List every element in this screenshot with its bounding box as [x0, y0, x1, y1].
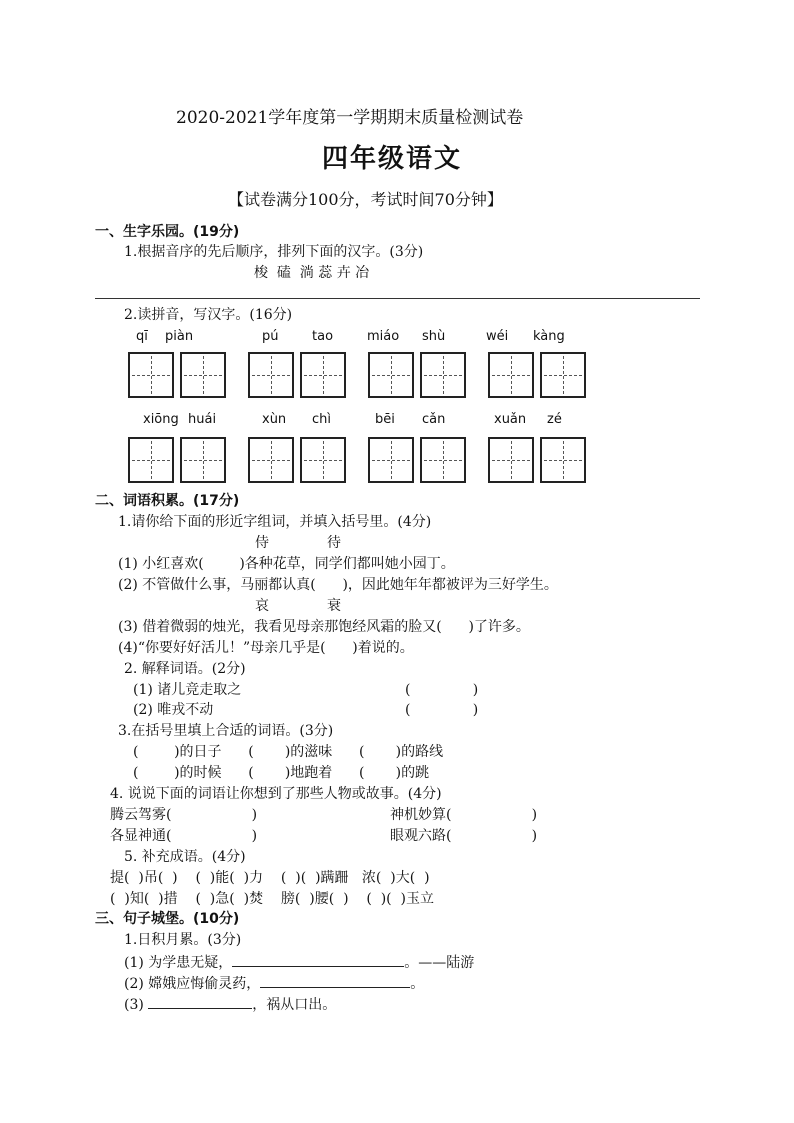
s2-q3-row-2: ( )的时候 ( )地跑着 ( )的跳: [133, 765, 430, 781]
similar-char: 哀: [255, 598, 269, 614]
s3-line-1: [124, 954, 474, 970]
s2-q2-item-1: (1) 诸儿竞走取之: [133, 682, 242, 698]
tianzige-box[interactable]: [488, 352, 534, 398]
pinyin: shù: [422, 329, 446, 344]
pinyin: pú: [262, 329, 279, 344]
s2-q1-line-3: (3) 借着微弱的烛光，我看见母亲那饱经风霜的脸又( )了许多。: [118, 619, 530, 635]
s2-q5-text: 5. 补充成语。(4分): [124, 849, 246, 865]
pinyin: kàng: [533, 329, 565, 344]
pinyin: xuǎn: [494, 412, 527, 427]
tianzige-box[interactable]: [368, 437, 414, 483]
s3-line-3-prefix: (3): [124, 997, 149, 1013]
pinyin: qī: [136, 329, 148, 344]
section-3-heading: 三、句子城堡。(10分): [95, 911, 240, 927]
s2-q4-item: 神机妙算( ): [390, 807, 538, 823]
tianzige-box[interactable]: [488, 437, 534, 483]
fill-blank[interactable]: [232, 954, 404, 967]
tianzige-box[interactable]: [300, 352, 346, 398]
tianzige-box[interactable]: [248, 352, 294, 398]
tianzige-box[interactable]: [180, 437, 226, 483]
s2-q2-answer-1[interactable]: ( ): [405, 682, 479, 698]
similar-char: 待: [327, 535, 341, 551]
s2-q2-answer-2[interactable]: ( ): [405, 702, 479, 718]
pinyin: piàn: [165, 329, 194, 344]
tianzige-box[interactable]: [128, 437, 174, 483]
pinyin: cǎn: [422, 412, 446, 427]
s2-q5-row-1: 提( )吊( ) ( )能( )力 ( )( )蹒跚 浓( )大( ): [110, 870, 430, 886]
s3-line-3-suffix: ，祸从口出。: [252, 997, 337, 1013]
exam-note: 【试卷满分100分，考试时间70分钟】: [228, 190, 503, 209]
s2-q4-item: 眼观六路( ): [390, 828, 538, 844]
tianzige-box[interactable]: [300, 437, 346, 483]
tianzige-box[interactable]: [420, 352, 466, 398]
tianzige-box[interactable]: [128, 352, 174, 398]
fill-blank[interactable]: [148, 996, 252, 1009]
subject-title: 四年级语文: [322, 144, 463, 174]
pinyin: miáo: [367, 329, 400, 344]
s2-q1-line-1: (1) 小红喜欢( )各种花草，同学们都叫她小园丁。: [118, 556, 455, 572]
tianzige-box[interactable]: [420, 437, 466, 483]
s3-line-2-suffix: 。: [410, 976, 425, 992]
s1-q1-chars: 梭 磕 淌 蕊 卉 冶: [254, 265, 370, 281]
fill-blank[interactable]: [260, 975, 410, 988]
s1-q2-text: 2.读拼音，写汉字。(16分): [124, 307, 293, 323]
s2-q4-item: 腾云驾雾( ): [110, 807, 258, 823]
section-1-heading: 一、生字乐园。(19分): [95, 224, 240, 240]
s2-q3-text: 3.在括号里填上合适的词语。(3分): [118, 723, 334, 739]
pinyin: xiōng: [143, 412, 179, 427]
pinyin: tao: [312, 329, 334, 344]
s2-q1-text: 1.请你给下面的形近字组词，并填入括号里。(4分): [118, 514, 432, 530]
s3-q1-text: 1.日积月累。(3分): [124, 932, 242, 948]
s2-q4-item: 各显神通( ): [110, 828, 258, 844]
pinyin: xùn: [262, 412, 287, 427]
s2-q2-text: 2. 解释词语。(2分): [124, 661, 246, 677]
tianzige-box[interactable]: [248, 437, 294, 483]
similar-char: 侍: [255, 535, 269, 551]
exam-title: 2020-2021学年度第一学期期末质量检测试卷: [176, 108, 524, 128]
pinyin: wéi: [486, 329, 509, 344]
answer-line[interactable]: [95, 298, 700, 299]
tianzige-box[interactable]: [540, 437, 586, 483]
similar-char: 衰: [327, 598, 341, 614]
tianzige-box[interactable]: [540, 352, 586, 398]
tianzige-box[interactable]: [368, 352, 414, 398]
s3-line-2-prefix: (2) 嫦娥应悔偷灵药，: [124, 976, 261, 992]
s3-line-1-prefix: (1) 为学患无疑，: [124, 955, 233, 971]
s2-q5-row-2: ( )知( )措 ( )急( )焚 膀( )腰( ) ( )( )玉立: [110, 891, 434, 907]
s2-q4-text: 4. 说说下面的词语让你想到了那些人物或故事。(4分): [110, 786, 442, 802]
tianzige-box[interactable]: [180, 352, 226, 398]
s2-q2-item-2: (2) 唯戎不动: [133, 702, 214, 718]
s1-q1-text: 1.根据音序的先后顺序，排列下面的汉字。(3分): [124, 244, 424, 260]
s3-line-2: [124, 975, 424, 991]
s2-q3-row-1: ( )的日子 ( )的滋味 ( )的路线: [133, 744, 444, 760]
pinyin: zé: [547, 412, 562, 427]
s3-line-1-suffix: 。——陆游: [404, 955, 475, 971]
s2-q1-line-4: (4)“你要好好活儿！”母亲几乎是( )着说的。: [118, 640, 414, 656]
pinyin: bēi: [375, 412, 395, 427]
s2-q1-line-2: (2) 不管做什么事，马丽都认真( )，因此她年年都被评为三好学生。: [118, 577, 558, 593]
section-2-heading: 二、词语积累。(17分): [95, 493, 240, 509]
s3-line-3: [124, 996, 336, 1012]
pinyin: huái: [188, 412, 217, 427]
pinyin: chì: [312, 412, 331, 427]
